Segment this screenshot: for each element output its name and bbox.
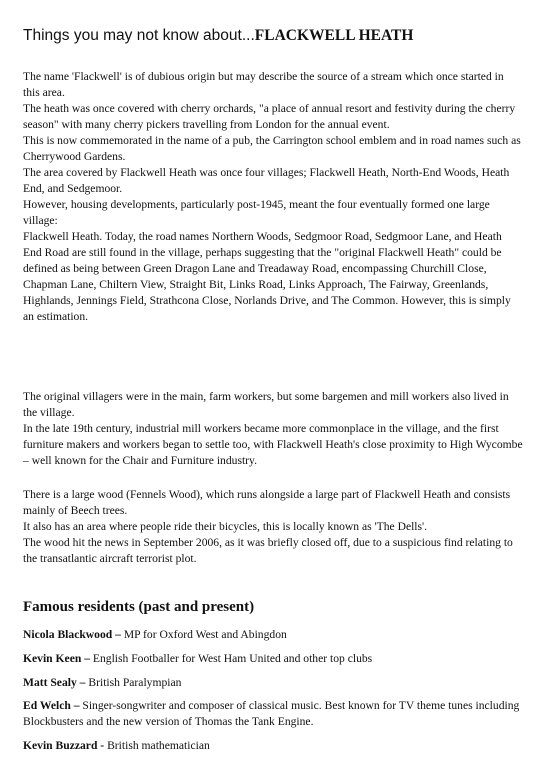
resident-name: Nicola Blackwood [23, 628, 113, 641]
resident-description: Singer-songwriter and composer of classical music. Best known for TV theme tunes including Blockbusters and the new version of Thomas the Tank Engine. [23, 699, 520, 728]
resident-entry [23, 675, 523, 691]
resident-description: English Footballer for West Ham United and other top clubs [92, 652, 373, 665]
title-prefix: Things you may not know about... [23, 27, 255, 44]
page-title [23, 26, 413, 45]
woods-paragraph: There is a large wood (Fennels Wood), which runs alongside a large part of Flackwell Heath and consists mainly of Beech trees. It also has an area where people ride their bicycles, this is locally known as 'The Dells'. The wood hit the news in September 2006, as it was briefly closed off, due to a suspicious find relating to the transatlantic aircraft terrorist plot. [23, 488, 513, 565]
resident-entry [23, 738, 523, 754]
resident-name: Ed Welch [23, 699, 71, 712]
resident-description: British mathematician [107, 739, 210, 752]
workers-paragraph: The original villagers were in the main, farm workers, but some bargemen and mill workers also lived in the village. In the late 19th century, industrial mill workers became more commonplace in the village, and the first furniture makers and workers began to settle too, with Flackwell Heath's close proximity to High Wycombe – well known for the Chair and Furniture industry. [23, 390, 523, 467]
resident-entry [23, 627, 523, 643]
resident-name: Kevin Keen [23, 652, 82, 665]
resident-separator: – [81, 652, 93, 665]
resident-separator: – [76, 676, 89, 689]
resident-name: Kevin Buzzard [23, 739, 98, 752]
resident-separator: – [70, 699, 83, 712]
resident-separator: - [97, 739, 108, 752]
title-place: FLACKWELL HEATH [254, 27, 414, 44]
resident-description: British Paralympian [88, 676, 182, 689]
resident-name: Matt Sealy [23, 676, 77, 689]
resident-description: MP for Oxford West and Abingdon [123, 628, 287, 641]
residents-heading: Famous residents (past and present) [23, 599, 255, 615]
resident-entry [23, 698, 523, 730]
history-paragraph: The name 'Flackwell' is of dubious origin but may describe the source of a stream which once started in this area. The heath was once covered with cherry orchards, "a place of annual resort and festivity during the cherry season" with many cherry pickers travelling from London for the annual event. This is now commemorated in the name of a pub, the Carrington school emblem and in road names such as Cherrywood Gardens. The area covered by Flackwell Heath was once four villages; Flackwell Heath, North-End Woods, Heath End, and Sedgemoor. However, housing developments, particularly post-1945, meant the four eventually formed one large village: Flackwell Heath. Today, the road names Northern Woods, Sedgmoor Road, Sedgmoor Lane, and Heath End Road are still found in the village, perhaps suggesting that the "original Flackwell Heath" could be defined as being between Green Dragon Lane and Treadaway Road, encompassing Churchill Close, Chapman Lane, Chiltern View, Straight Bit, Links Road, Links Approach, The Fairway, Greenlands, Highlands, Jennings Field, Strathcona Close, Norlands Drive, and The Common. However, this is simply an estimation. [23, 70, 521, 323]
resident-entry [23, 651, 523, 667]
resident-separator: – [112, 628, 124, 641]
